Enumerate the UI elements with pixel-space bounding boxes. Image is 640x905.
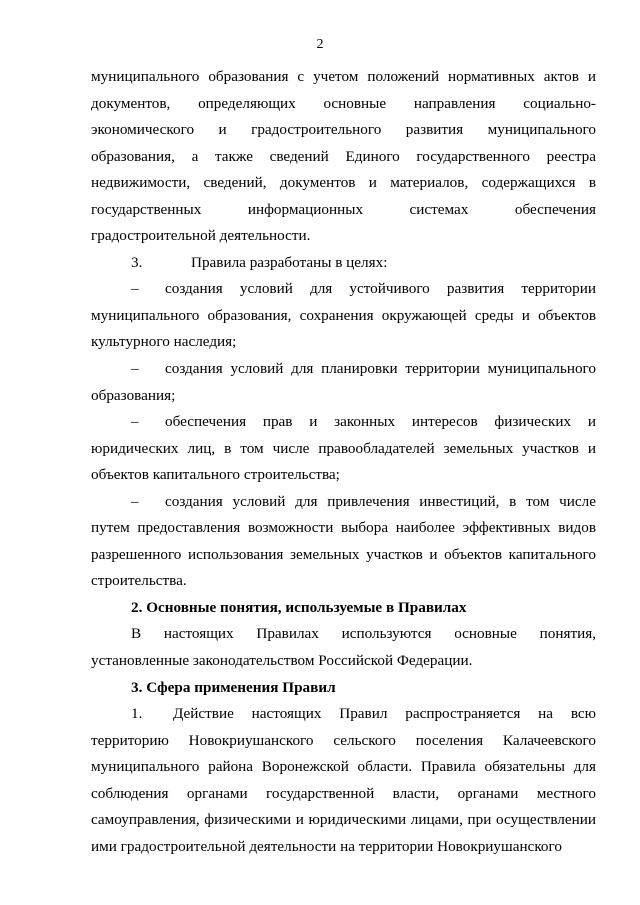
document-body — [91, 64, 596, 860]
goal-text: создания условий для привлечения инвестиций, в том числе путем предоставления возможности выбора наиболее эффективных видов разрешенного использования земельных участков и объектов капитального строительства. — [91, 492, 596, 590]
dash-marker: – — [131, 280, 139, 298]
goal-item — [91, 356, 596, 409]
dash-marker: – — [131, 413, 139, 431]
item-number: 1. — [131, 705, 143, 723]
item-text: Правила разработаны в целях: — [191, 253, 388, 271]
section-heading-2: 2. Основные понятия, используемые в Правилах — [131, 598, 467, 616]
item-number: 3. — [131, 253, 143, 271]
paragraph-continuation: муниципального образования с учетом положений нормативных актов и документов, определяющих основные направления социально-экономического и градостроительного развития муниципального образования, а также сведений Единого государственного реестра недвижимости, сведений, документов и материалов, содержащихся в государственных информационных системах обеспечения градостроительной деятельности. — [91, 68, 596, 245]
item-text: Действие настоящих Правил распространяется на всю территорию Новокриушанского сельского поселения Калачеевского муниципального района Воронежской области. Правила обязательны для соблюдения органами государственной власти, органами местного самоуправления, физическими и юридическими лицами, при осуществлении ими градостроительной деятельности на территории Новокриушанского — [91, 705, 596, 855]
goal-item — [91, 489, 596, 595]
paragraph-item-3 — [91, 250, 596, 277]
dash-marker: – — [131, 492, 139, 510]
paragraph-item-1 — [91, 701, 596, 860]
goal-text: обеспечения прав и законных интересов физических и юридических лиц, в том числе правообладателей земельных участков и объектов капитального строительства; — [91, 413, 596, 484]
goal-item — [91, 276, 596, 356]
goal-item — [91, 409, 596, 489]
goal-text: создания условий для устойчивого развития территории муниципального образования, сохранения окружающей среды и объектов культурного наследия; — [91, 280, 596, 351]
dash-marker: – — [131, 360, 139, 378]
page-number: 2 — [316, 37, 324, 52]
section-heading-3: 3. Сфера применения Правил — [131, 678, 336, 696]
paragraph-section-2: В настоящих Правилах используются основные понятия, установленные законодательством Российской Федерации. — [91, 625, 596, 670]
goal-text: создания условий для планировки территории муниципального образования; — [91, 360, 596, 404]
